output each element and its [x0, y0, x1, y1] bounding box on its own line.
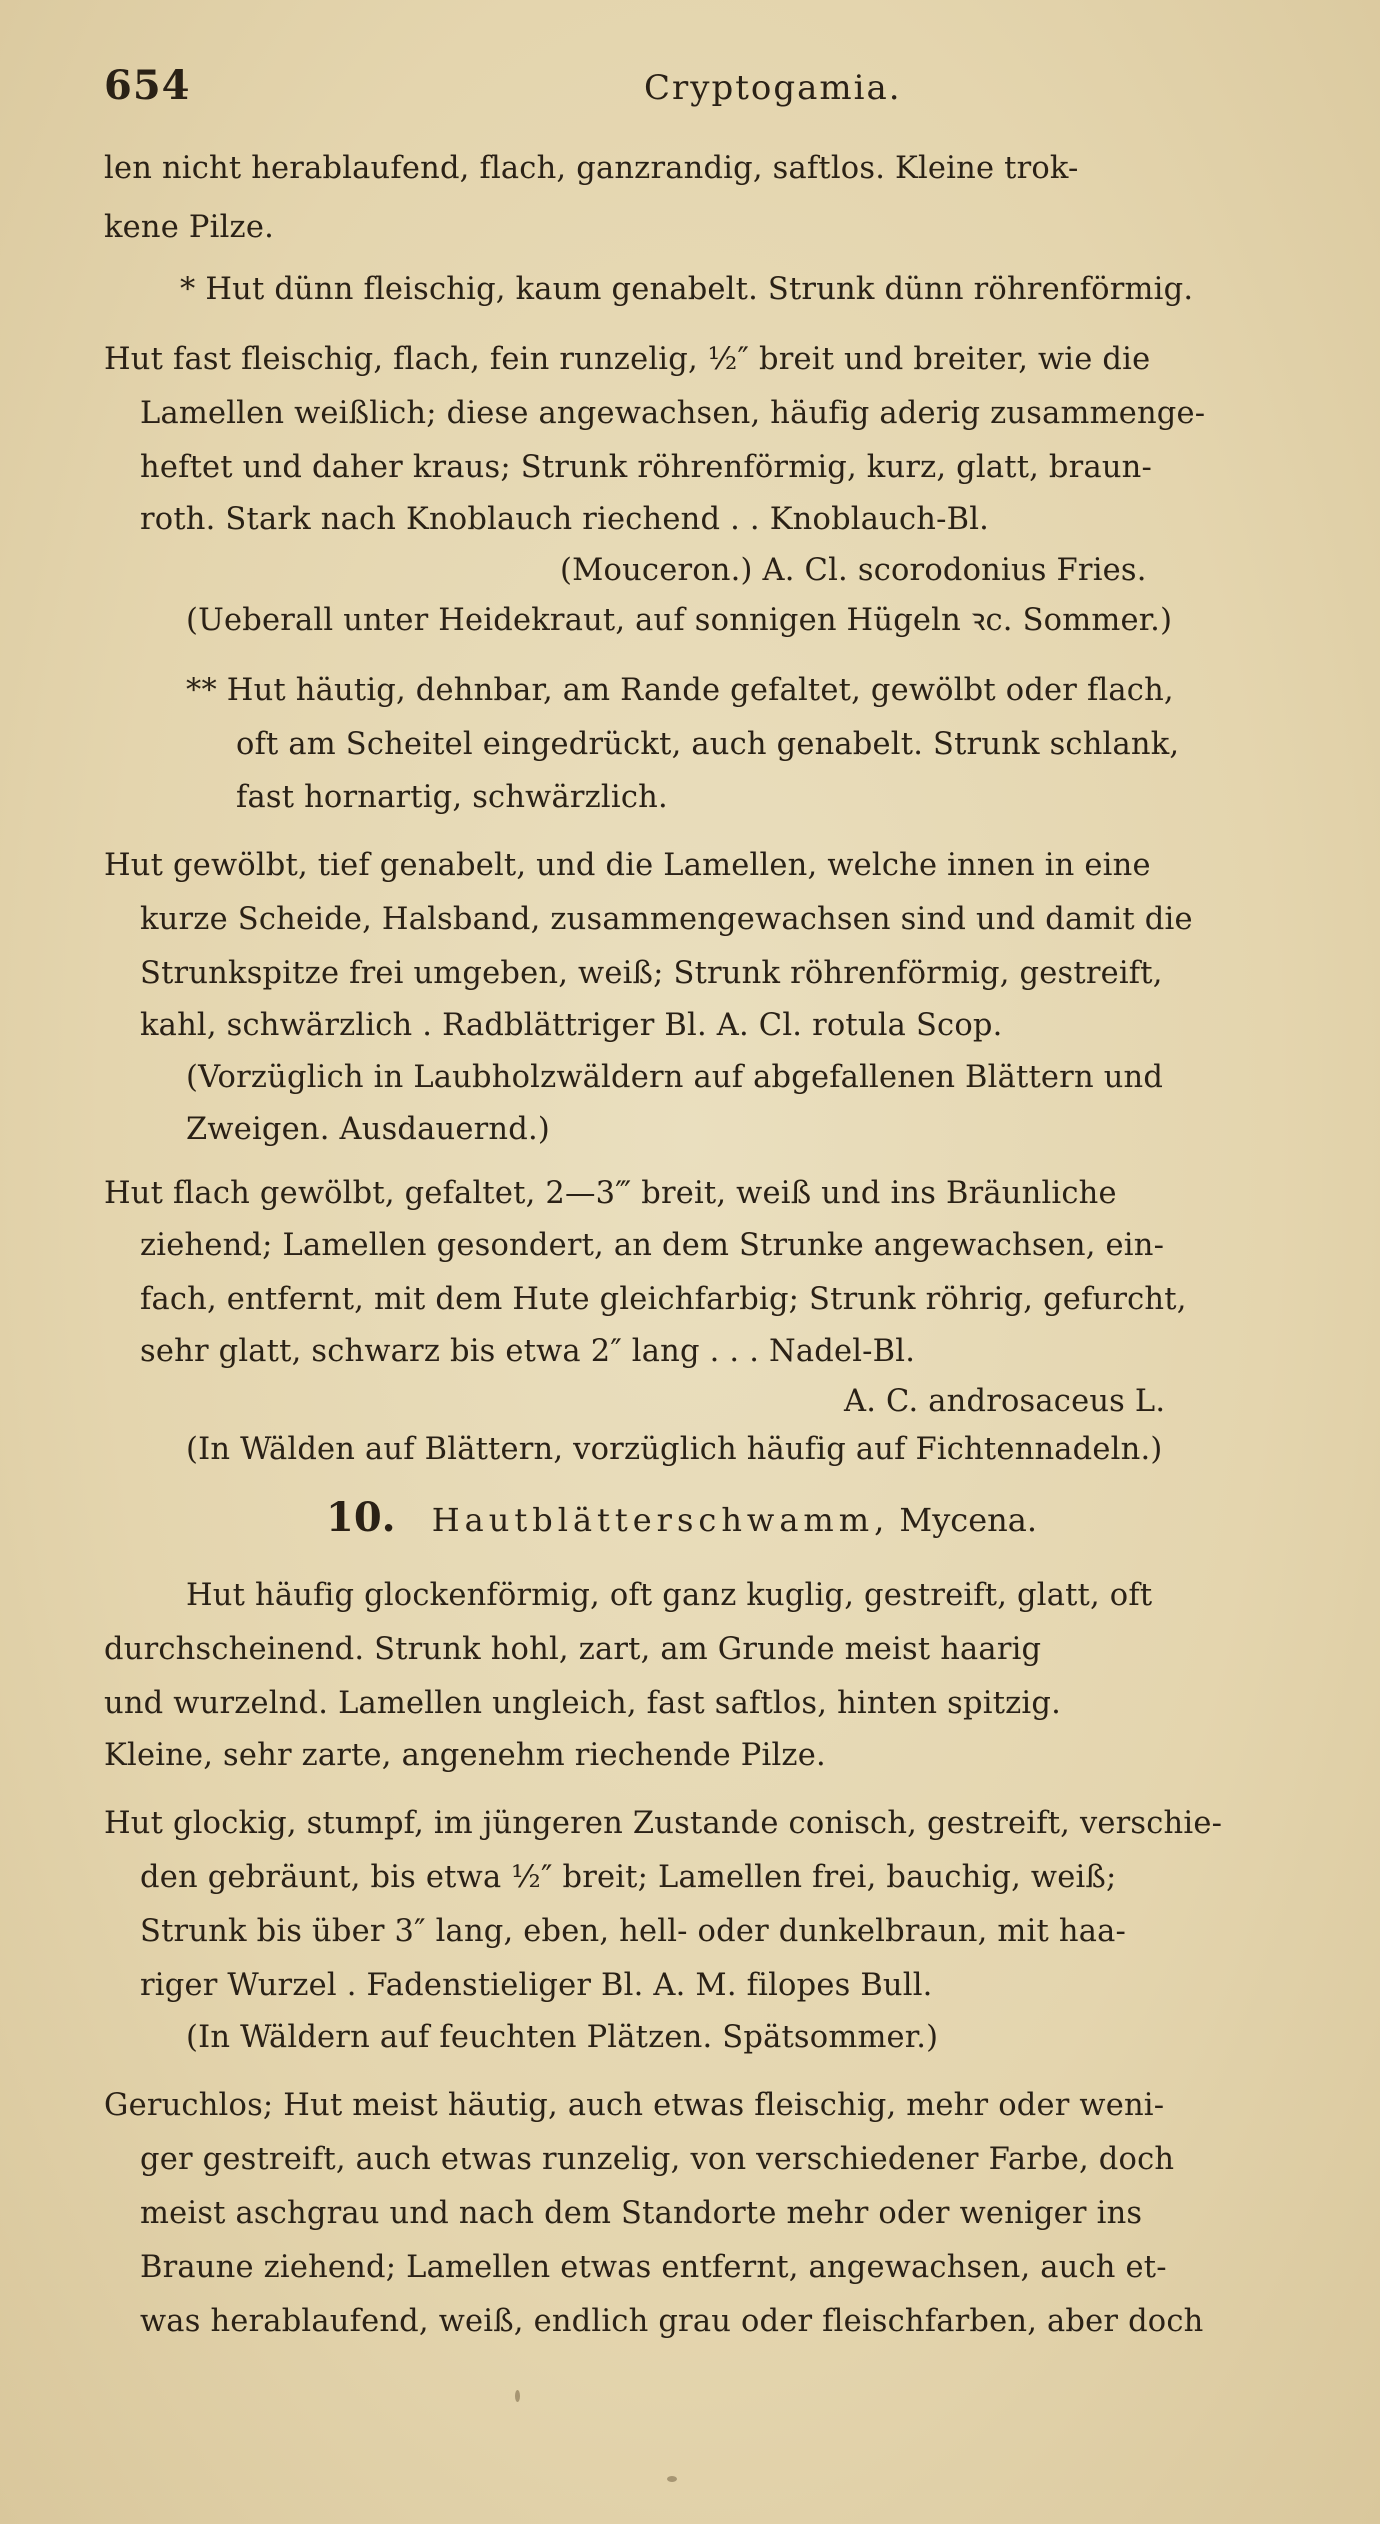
text-line: Hut gewölbt, tief genabelt, und die Lamellen, welche innen in eine: [104, 848, 1151, 883]
text-line: len nicht herablaufend, flach, ganzrandig, saftlos. Kleine trok-: [104, 151, 1079, 186]
text-line: Kleine, sehr zarte, angenehm riechende Pilze.: [104, 1738, 826, 1773]
paper-speck: [515, 2390, 520, 2402]
text-line: ziehend; Lamellen gesondert, an dem Strunke angewachsen, ein-: [140, 1228, 1165, 1263]
text-line: ger gestreift, auch etwas runzelig, von verschiedener Farbe, doch: [140, 2142, 1175, 2177]
text-line: sehr glatt, schwarz bis etwa 2″ lang . . . Nadel-Bl.: [140, 1334, 916, 1369]
species-name: A. C. androsaceus L.: [844, 1384, 1166, 1419]
text-line: roth. Stark nach Knoblauch riechend . . Knoblauch-Bl.: [140, 502, 990, 537]
text-line: durchscheinend. Strunk hohl, zart, am Grunde meist haarig: [104, 1632, 1042, 1667]
text-line: riger Wurzel . Fadenstieliger Bl. A. M. filopes Bull.: [140, 1968, 933, 2003]
section-heading: [326, 1494, 1037, 1541]
section-number: 10.: [326, 1494, 396, 1541]
text-line: meist aschgrau und nach dem Standorte mehr oder weniger ins: [140, 2196, 1143, 2231]
paper-speck: [667, 2476, 677, 2482]
text-line: fach, entfernt, mit dem Hute gleichfarbig; Strunk röhrig, gefurcht,: [140, 1282, 1187, 1317]
text-line: Hut flach gewölbt, gefaltet, 2—3‴ breit, weiß und ins Bräunliche: [104, 1176, 1117, 1211]
habitat-note: Zweigen. Ausdauernd.): [186, 1112, 550, 1147]
text-line: kurze Scheide, Halsband, zusammengewachsen sind und damit die: [140, 902, 1193, 937]
text-line: ** Hut häutig, dehnbar, am Rande gefaltet, gewölbt oder flach,: [186, 673, 1174, 708]
text-line: Lamellen weißlich; diese angewachsen, häufig aderig zusammenge-: [140, 396, 1206, 431]
habitat-note: (In Wäldern auf feuchten Plätzen. Spätsommer.): [186, 2020, 939, 2055]
page-number: 654: [104, 62, 191, 109]
text-line: Hut glockig, stumpf, im jüngeren Zustande conisch, gestreift, verschie-: [104, 1806, 1223, 1841]
running-title: Cryptogamia.: [644, 68, 902, 108]
text-line: * Hut dünn fleischig, kaum genabelt. Strunk dünn röhrenförmig.: [180, 272, 1194, 307]
text-line: Braune ziehend; Lamellen etwas entfernt, angewachsen, auch et-: [140, 2250, 1167, 2285]
text-line: Strunkspitze frei umgeben, weiß; Strunk röhrenförmig, gestreift,: [140, 956, 1163, 991]
text-line: heftet und daher kraus; Strunk röhrenförmig, kurz, glatt, braun-: [140, 450, 1153, 485]
habitat-note: (Ueberall unter Heidekraut, auf sonnigen Hügeln ꝛc. Sommer.): [186, 603, 1173, 638]
species-name: (Mouceron.) A. Cl. scorodonius Fries.: [560, 553, 1147, 588]
section-german-name: Hautblätterschwamm,: [431, 1501, 890, 1539]
text-line: Geruchlos; Hut meist häutig, auch etwas fleischig, mehr oder weni-: [104, 2088, 1165, 2123]
text-line: kene Pilze.: [104, 210, 274, 245]
text-line: fast hornartig, schwärzlich.: [236, 780, 668, 815]
text-line: Hut fast fleischig, flach, fein runzelig, ½″ breit und breiter, wie die: [104, 342, 1151, 377]
text-line: Hut häufig glockenförmig, oft ganz kuglig, gestreift, glatt, oft: [186, 1578, 1153, 1613]
text-line: kahl, schwärzlich . Radblättriger Bl. A. Cl. rotula Scop.: [140, 1008, 1003, 1043]
text-line: den gebräunt, bis etwa ½″ breit; Lamellen frei, bauchig, weiß;: [140, 1860, 1117, 1895]
text-line: und wurzelnd. Lamellen ungleich, fast saftlos, hinten spitzig.: [104, 1686, 1061, 1721]
habitat-note: (In Wälden auf Blättern, vorzüglich häufig auf Fichtennadeln.): [186, 1432, 1163, 1467]
habitat-note: (Vorzüglich in Laubholzwäldern auf abgefallenen Blättern und: [186, 1060, 1164, 1095]
text-line: Strunk bis über 3″ lang, eben, hell- oder dunkelbraun, mit haa-: [140, 1914, 1126, 1949]
section-latin-name: Mycena.: [899, 1501, 1037, 1539]
text-line: was herablaufend, weiß, endlich grau oder fleischfarben, aber doch: [140, 2304, 1204, 2339]
text-line: oft am Scheitel eingedrückt, auch genabelt. Strunk schlank,: [236, 727, 1180, 762]
page-header: [104, 62, 1284, 122]
